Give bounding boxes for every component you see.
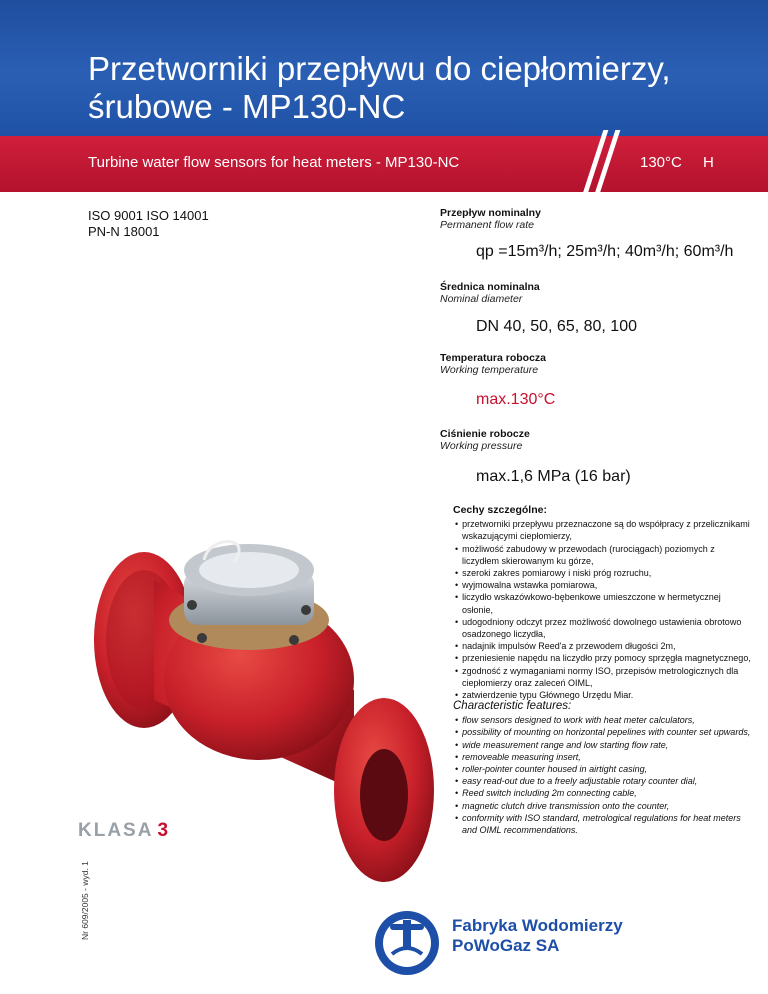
header-subtitle-band bbox=[0, 136, 768, 192]
standards-line-2: PN-N 18001 bbox=[88, 224, 160, 239]
feature-item-en: • wide measurement range and low starting flow rate, bbox=[453, 739, 753, 751]
pipe-opening bbox=[360, 749, 408, 841]
feature-item: • nadajnik impulsów Reed'a z przewodem długości 2m, bbox=[453, 640, 753, 652]
feature-item-en: • Reed switch including 2m connecting cable, bbox=[453, 787, 753, 799]
feature-item-en: • easy read-out due to a freely adjustable rotary counter dial, bbox=[453, 775, 753, 787]
header-title-band bbox=[0, 0, 768, 136]
spec-value: DN 40, 50, 65, 80, 100 bbox=[476, 318, 637, 335]
features-list-en bbox=[453, 714, 753, 836]
logo-handle bbox=[390, 924, 424, 930]
spec-value: max.130°C bbox=[476, 391, 556, 408]
spec-value: qp =15m³/h; 25m³/h; 40m³/h; 60m³/h bbox=[476, 243, 734, 260]
spec-label: Przepływ nominalny bbox=[440, 207, 541, 219]
class-badge: H bbox=[703, 154, 714, 171]
standards bbox=[88, 208, 209, 240]
feature-item-en: • removeable measuring insert, bbox=[453, 751, 753, 763]
feature-item: • możliwość zabudowy w przewodach (rurociągach) poziomych z liczydłem skierowanym ku górze, bbox=[453, 543, 753, 567]
feature-item: • wyjmowalna wstawka pomiarowa, bbox=[453, 579, 753, 591]
bolt bbox=[197, 633, 207, 643]
spec-pressure bbox=[440, 428, 760, 498]
title-line-1: Przetworniki przepływu do ciepłomierzy, bbox=[88, 50, 671, 87]
counter-glass bbox=[199, 552, 299, 588]
features-list bbox=[453, 518, 753, 701]
feature-item-en: • possibility of mounting on horizontal pepelines with counter set upwards, bbox=[453, 726, 753, 738]
bolt bbox=[187, 600, 197, 610]
company-line-1: Fabryka Wodomierzy bbox=[452, 916, 623, 935]
features-heading-en: Characteristic features: bbox=[453, 700, 572, 712]
flow-meter-photo bbox=[84, 540, 454, 900]
features-polish bbox=[453, 504, 753, 701]
spec-label: Ciśnienie robocze bbox=[440, 428, 530, 440]
feature-item: • zatwierdzenie typu Głównego Urzędu Miar. bbox=[453, 689, 753, 701]
features-heading: Cechy szczególne: bbox=[453, 504, 547, 516]
spec-value: max.1,6 MPa (16 bar) bbox=[476, 468, 631, 485]
feature-item: • udogodniony odczyt przez możliwość dowolnego ustawienia obrotowo osadzonego liczydła, bbox=[453, 616, 753, 640]
spec-label: Średnica nominalna bbox=[440, 281, 540, 293]
feature-item: • przeniesienie napędu na liczydło przy pomocy sprzęgła magnetycznego, bbox=[453, 652, 753, 664]
temperature-badge: 130°C bbox=[640, 154, 682, 171]
klasa-word: KLASA bbox=[78, 820, 154, 841]
bolt bbox=[289, 635, 299, 645]
standards-line-1: ISO 9001 ISO 14001 bbox=[88, 208, 209, 223]
feature-item-en: • roller-pointer counter housed in airtight casing, bbox=[453, 763, 753, 775]
page-title bbox=[88, 50, 748, 126]
title-line-2: śrubowe - MP130-NC bbox=[88, 88, 406, 125]
english-subtitle: Turbine water flow sensors for heat meters - MP130-NC bbox=[88, 154, 460, 171]
spec-label: Temperatura robocza bbox=[440, 352, 546, 364]
klasa-badge bbox=[78, 820, 168, 842]
feature-item-en: • conformity with ISO standard, metrological regulations for heat meters and OIML recommendations. bbox=[453, 812, 753, 836]
spec-label-en: Permanent flow rate bbox=[440, 219, 534, 231]
feature-item-en: • flow sensors designed to work with heat meter calculators, bbox=[453, 714, 753, 726]
spec-temperature bbox=[440, 352, 760, 422]
feature-item: • liczydło wskazówkowo-bębenkowe umieszczone w hermetycznej osłonie, bbox=[453, 591, 753, 615]
feature-item: • przetworniki przepływu przeznaczone są do współpracy z przelicznikami wskazującymi ciepłomierzy, bbox=[453, 518, 753, 542]
feature-item: • zgodność z wymaganiami normy ISO, przepisów metrologicznych dla ciepłomierzy oraz zaleceń OIML, bbox=[453, 665, 753, 689]
company-line-2: PoWoGaz SA bbox=[452, 936, 560, 955]
document-number: Nr 609/2005 - wyd. 1 bbox=[80, 861, 90, 940]
klasa-number: 3 bbox=[157, 820, 169, 841]
spec-diameter bbox=[440, 281, 760, 351]
powogaz-logo-icon bbox=[372, 908, 442, 978]
spec-label-en: Working pressure bbox=[440, 440, 523, 452]
feature-item: • szeroki zakres pomiarowy i niski próg rozruchu, bbox=[453, 567, 753, 579]
bolt bbox=[301, 605, 311, 615]
feature-item-en: • magnetic clutch drive transmission onto the counter, bbox=[453, 800, 753, 812]
spec-flow bbox=[440, 207, 760, 277]
company-name bbox=[452, 916, 623, 956]
spec-label-en: Nominal diameter bbox=[440, 293, 523, 305]
spec-label-en: Working temperature bbox=[440, 364, 539, 376]
features-english bbox=[453, 700, 753, 836]
